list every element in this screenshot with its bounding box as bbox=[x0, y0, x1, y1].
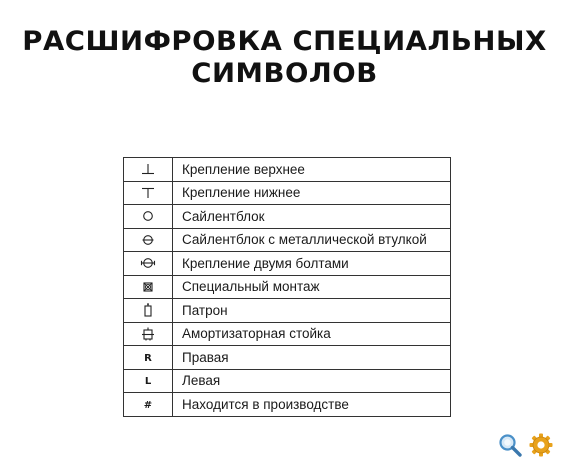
legend-label: Патрон bbox=[173, 299, 451, 323]
two-bolt-mount-icon bbox=[124, 252, 173, 276]
page-title-line-2: СИМВОЛОВ bbox=[191, 58, 378, 89]
legend-row bbox=[124, 228, 451, 252]
legend-label: Левая bbox=[173, 369, 451, 393]
page-title bbox=[0, 26, 569, 90]
legend-row bbox=[124, 181, 451, 205]
cartridge-icon bbox=[124, 299, 173, 323]
symbol-r: R bbox=[144, 352, 152, 364]
symbol-hash: # bbox=[143, 399, 153, 411]
legend-label: Находится в производстве bbox=[173, 393, 451, 417]
page-title-line-1: РАСШИФРОВКА СПЕЦИАЛЬНЫХ bbox=[22, 26, 547, 57]
mount-bottom-icon bbox=[124, 181, 173, 205]
legend-row bbox=[124, 393, 451, 417]
mount-top-icon bbox=[124, 158, 173, 182]
symbols-legend-table bbox=[123, 157, 451, 417]
hash-icon bbox=[124, 393, 173, 417]
legend-label: Специальный монтаж bbox=[173, 275, 451, 299]
legend-label: Крепление двумя болтами bbox=[173, 252, 451, 276]
zoom-icon[interactable] bbox=[497, 432, 523, 458]
legend-row bbox=[124, 299, 451, 323]
letter-l-icon bbox=[124, 369, 173, 393]
symbol-l: L bbox=[144, 376, 152, 388]
legend-row bbox=[124, 252, 451, 276]
viewer-toolbar bbox=[497, 432, 557, 458]
strut-icon bbox=[124, 322, 173, 346]
legend-row bbox=[124, 369, 451, 393]
legend-label: Правая bbox=[173, 346, 451, 370]
legend-label: Сайлентблок bbox=[173, 205, 451, 229]
legend-label: Сайлентблок с металлической втулкой bbox=[173, 228, 451, 252]
legend-label: Крепление верхнее bbox=[173, 158, 451, 182]
settings-icon[interactable] bbox=[528, 432, 554, 458]
legend-row bbox=[124, 158, 451, 182]
legend-row bbox=[124, 346, 451, 370]
legend-row bbox=[124, 275, 451, 299]
legend-label: Крепление нижнее bbox=[173, 181, 451, 205]
legend-row bbox=[124, 205, 451, 229]
silentblock-metal-sleeve-icon bbox=[124, 228, 173, 252]
legend-row bbox=[124, 322, 451, 346]
special-mount-icon bbox=[124, 275, 173, 299]
letter-r-icon bbox=[124, 346, 173, 370]
legend-label: Амортизаторная стойка bbox=[173, 322, 451, 346]
silentblock-icon bbox=[124, 205, 173, 229]
